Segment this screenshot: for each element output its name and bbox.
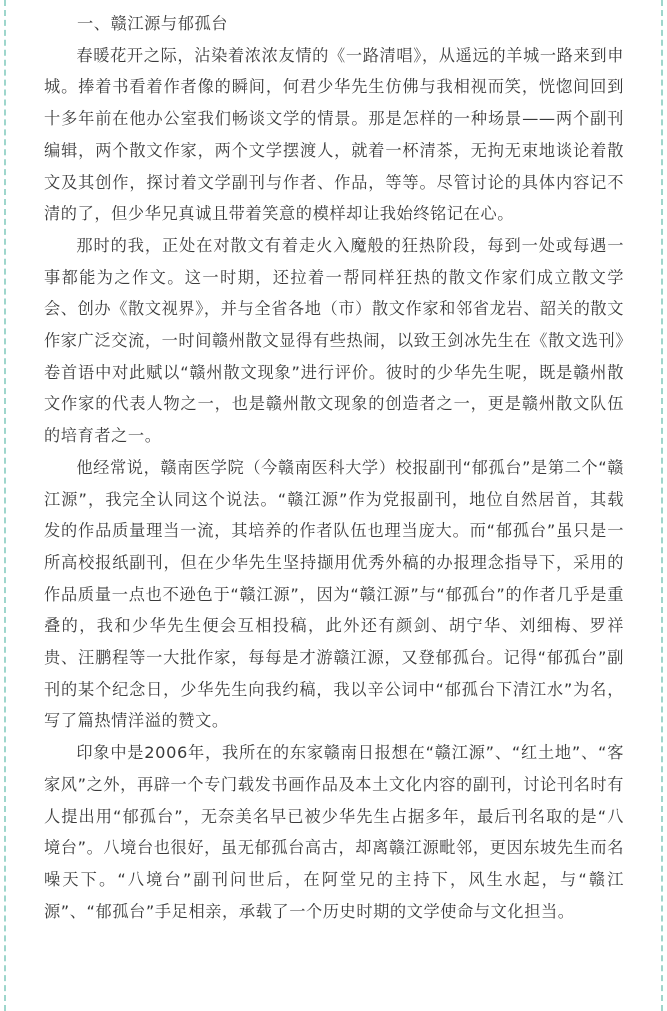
- paragraph-3: 他经常说，赣南医学院（今赣南医科大学）校报副刊“郁孤台”是第二个“赣江源”，我完全认同这个说法。“赣江源”作为党报副刊，地位自然居首，其载发的作品质量理当一流，其培养的作者队伍也理当庞大。而“郁孤台”虽只是一所高校报纸副刊，但在少华先生坚持撷用优秀外稿的办报理念指导下，采用的作品质量一点也不逊色于“赣江源”，因为“赣江源”与“郁孤台”的作者几乎是重叠的，我和少华先生便会互相投稿，此外还有颜剑、胡宁华、刘细梅、罗祥贵、汪鹏程等一大批作家，每每是才游赣江源，又登郁孤台。记得“郁孤台”副刊的某个纪念日，少华先生向我约稿，我以辛公词中“郁孤台下清江水”为名，写了篇热情洋溢的赞文。: [44, 457, 624, 731]
- right-dashed-border: [661, 0, 663, 1011]
- article-body: [44, 8, 624, 927]
- section-title: 一、赣江源与郁孤台: [77, 14, 229, 33]
- paragraph-4: 印象中是2006年，我所在的东家赣南日报想在“赣江源”、“红土地”、“客家风”之外，再辟一个专门载发书画作品及本土文化内容的副刊，讨论刊名时有人提出用“郁孤台”，无奈美名早已被少华先生占据多年，最后刊名取的是“八境台”。八境台也很好，虽无郁孤台高古，却离赣江源毗邻，更因东坡先生而名噪天下。“八境台”副刊问世后，在阿堂兄的主持下，风生水起，与“赣江源”、“郁孤台”手足相亲，承载了一个历史时期的文学使命与文化担当。: [44, 743, 624, 921]
- paragraph-2: 那时的我，正处在对散文有着走火入魔般的狂热阶段，每到一处或每遇一事都能为之作文。这一时期，还拉着一帮同样狂热的散文作家们成立散文学会、创办《散文视界》，并与全省各地（市）散文作家和邻省龙岩、韶关的散文作家广泛交流，一时间赣州散文显得有些热闹，以致王剑冰先生在《散文选刊》卷首语中对此赋以“赣州散文现象”进行评价。彼时的少华先生呢，既是赣州散文作家的代表人物之一，也是赣州散文现象的创造者之一，更是赣州散文队伍的培育者之一。: [44, 235, 624, 446]
- left-dashed-border: [4, 0, 6, 1011]
- paragraph-1: 春暖花开之际，沾染着浓浓友情的《一路清唱》，从遥远的羊城一路来到申城。捧着书看着作者像的瞬间，何君少华先生仿佛与我相视而笑，恍惚间回到十多年前在他办公室我们畅谈文学的情景。那是怎样的一种场景——两个副刊编辑，两个散文作家，两个文学摆渡人，就着一杯清茶，无拘无束地谈论着散文及其创作，探讨着文学副刊与作者、作品，等等。尽管讨论的具体内容记不清的了，但少华兄真诚且带着笑意的模样却让我始终铭记在心。: [44, 45, 624, 224]
